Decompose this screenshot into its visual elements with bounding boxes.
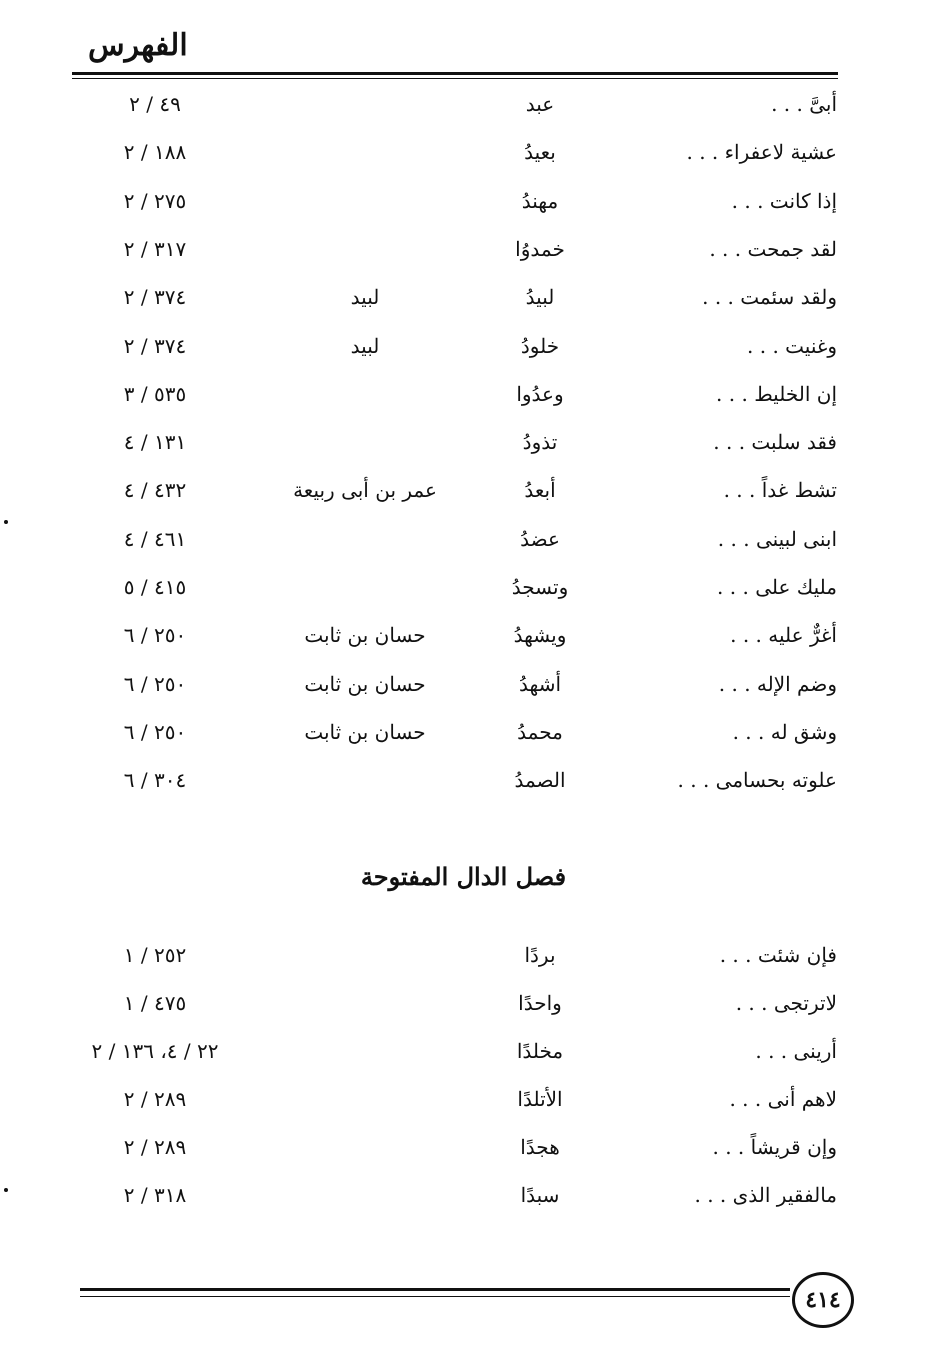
table-row: [0, 615, 927, 655]
verse-opening: لقد جمحت . . .: [709, 236, 837, 261]
section-title: فصل الدال المفتوحة: [360, 862, 567, 891]
poet-name: [270, 760, 460, 800]
poet-name: [270, 983, 460, 1023]
poet-name: [270, 1031, 460, 1071]
poet-name: حسان بن ثابت: [304, 719, 426, 744]
page-reference: ٤١٥ / ٥: [123, 575, 187, 599]
rhyme-word: سبدًا: [520, 1183, 560, 1207]
table-row: [0, 470, 927, 510]
page-reference: ٢٢ / ٤، ١٣٦ / ٢: [91, 1039, 219, 1063]
table-row: [0, 1175, 927, 1215]
page-reference: ٢٥٠ / ٦: [123, 719, 187, 744]
verse-opening: إذا كانت . . .: [731, 188, 837, 213]
page-reference: ٢٧٥ / ٢: [123, 188, 187, 213]
rhyme-word: خمدوُا: [515, 236, 565, 261]
verse-opening: مليك على . . .: [717, 575, 837, 599]
verse-opening: تشط غداً . . .: [723, 478, 837, 503]
verse-opening: وضم الإله . . .: [718, 671, 837, 696]
table-row: [0, 567, 927, 607]
rhyme-word: وتسجدُ: [511, 575, 569, 599]
page-reference: ٢٥٠ / ٦: [123, 623, 187, 648]
verse-opening: وإن قريشاً . . .: [712, 1135, 837, 1159]
rhyme-word: لبيدُ: [525, 285, 555, 310]
page-reference: ٤٣٢ / ٤: [123, 478, 187, 503]
table-row: [0, 935, 927, 975]
table-row: [0, 422, 927, 462]
poet-name: [270, 567, 460, 607]
table-row: [0, 664, 927, 704]
table-row: [0, 983, 927, 1023]
poet-name: حسان بن ثابت: [304, 623, 426, 648]
verse-opening: ابنى لبينى . . .: [717, 526, 837, 551]
poet-name: [270, 374, 460, 414]
verse-opening: أرينى . . .: [755, 1039, 837, 1063]
verse-opening: وغنيت . . .: [747, 333, 837, 358]
verse-opening: أغرٌّ عليه . . .: [730, 623, 837, 648]
rhyme-word: محمدُ: [517, 719, 563, 744]
page-reference: ٣٧٤ / ٢: [123, 285, 187, 310]
footer-rule-thin: [80, 1296, 790, 1297]
verse-opening: فقد سلبت . . .: [713, 430, 837, 455]
verse-opening: لاهم أنى . . .: [729, 1087, 837, 1111]
poet-name: [270, 181, 460, 221]
poet-name: لبيد: [350, 285, 380, 310]
page-reference: ٢٥٢ / ١: [123, 943, 187, 967]
poet-name: [270, 1127, 460, 1167]
rhyme-word: وعدُوا: [516, 381, 564, 406]
page-reference: ٤٧٥ / ١: [123, 991, 187, 1015]
table-row: [0, 229, 927, 269]
verse-opening: مالفقير الذى . . .: [694, 1183, 837, 1207]
table-row: [0, 1127, 927, 1167]
poet-name: [270, 1079, 460, 1119]
table-row: [0, 1031, 927, 1071]
verse-opening: فإن شئت . . .: [719, 943, 837, 967]
rhyme-word: الصمدُ: [514, 768, 566, 793]
poet-name: [270, 1175, 460, 1215]
header-rule-thin: [72, 78, 838, 79]
rhyme-word: بعيدُ: [524, 140, 556, 165]
poet-name: لبيد: [350, 333, 380, 358]
rhyme-word: بردًا: [524, 943, 556, 967]
table-row: [0, 277, 927, 317]
table-row: [0, 374, 927, 414]
table-row: [0, 181, 927, 221]
scan-speck: [4, 520, 8, 524]
page-reference: ٥٣٥ / ٣: [123, 381, 187, 406]
page-reference: ٣١٧ / ٢: [123, 236, 187, 261]
page-number: ٤١٤: [792, 1272, 854, 1328]
rhyme-word: أبعدُ: [524, 478, 556, 503]
rhyme-word: خلودُ: [520, 333, 560, 358]
poet-name: [270, 84, 460, 124]
rhyme-word: واحدًا: [518, 991, 562, 1015]
table-row: [0, 326, 927, 366]
footer-rule-thick: [80, 1288, 790, 1291]
rhyme-word: ويشهدُ: [513, 623, 567, 648]
poet-name: [270, 229, 460, 269]
rhyme-word: أشهدُ: [518, 671, 562, 696]
table-row: [0, 84, 927, 124]
page-reference: ٢٨٩ / ٢: [123, 1087, 187, 1111]
verse-opening: وشق له . . .: [732, 719, 837, 744]
table-row: [0, 760, 927, 800]
verse-opening: ولقد سئمت . . .: [702, 285, 837, 310]
verse-opening: إن الخليط . . .: [716, 381, 837, 406]
poet-name: عمر بن أبى ربيعة: [293, 478, 437, 503]
running-header-title: الفهرس: [88, 28, 188, 63]
rhyme-word: هجدًا: [520, 1135, 560, 1159]
rhyme-word: عبد: [525, 92, 555, 116]
page-reference: ٤٩ / ٢: [129, 92, 181, 116]
page-reference: ٢٨٩ / ٢: [123, 1135, 187, 1159]
page-reference: ٣١٨ / ٢: [123, 1183, 187, 1207]
verse-opening: عشية لاعفراء . . .: [686, 140, 837, 165]
page-reference: ٣٠٤ / ٦: [123, 768, 187, 793]
rhyme-word: تذودُ: [522, 430, 558, 455]
rhyme-word: عضدُ: [520, 526, 560, 551]
verse-opening: لاترتجى . . .: [735, 991, 837, 1015]
page-reference: ٢٥٠ / ٦: [123, 671, 187, 696]
table-row: [0, 1079, 927, 1119]
table-row: [0, 519, 927, 559]
poet-name: حسان بن ثابت: [304, 671, 426, 696]
verse-opening: علوته بحسامى . . .: [677, 768, 837, 793]
table-row: [0, 132, 927, 172]
verse-opening: أبىَّ . . .: [771, 92, 837, 116]
page-reference: ٤٦١ / ٤: [123, 526, 187, 551]
rhyme-word: مهندُ: [521, 188, 559, 213]
scan-speck: [4, 1188, 8, 1192]
poet-name: [270, 422, 460, 462]
poet-name: [270, 519, 460, 559]
page-reference: ٣٧٤ / ٢: [123, 333, 187, 358]
rhyme-word: مخلدًا: [516, 1039, 564, 1063]
page-reference: ١٨٨ / ٢: [123, 140, 187, 165]
rhyme-word: الأتلدًا: [517, 1087, 563, 1111]
header-rule-thick: [72, 72, 838, 75]
page-reference: ١٣١ / ٤: [123, 430, 187, 455]
poet-name: [270, 935, 460, 975]
table-row: [0, 712, 927, 752]
poet-name: [270, 132, 460, 172]
